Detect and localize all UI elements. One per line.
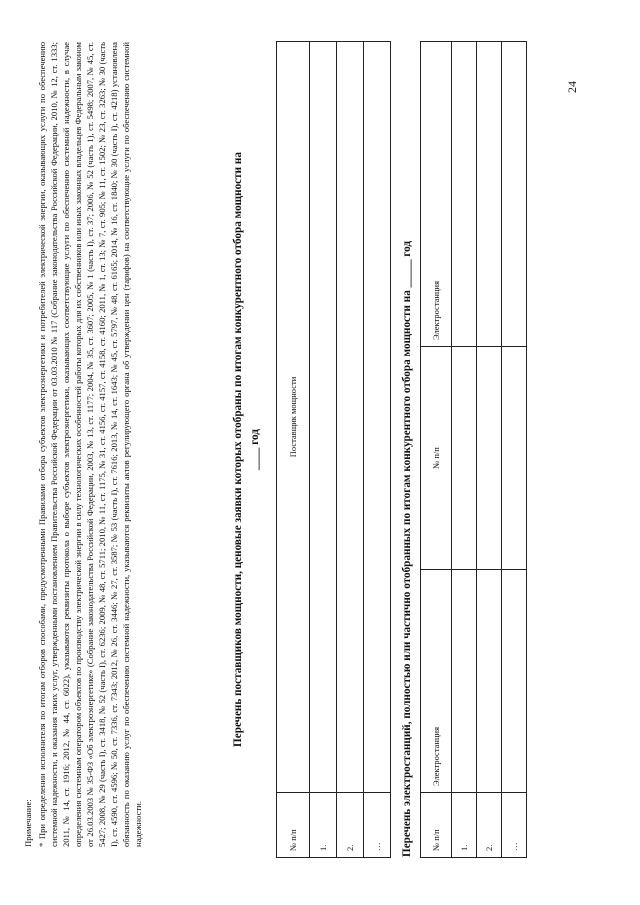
row-number: 2. [337, 793, 364, 858]
section1-title-block [232, 42, 262, 857]
table-row [337, 42, 364, 858]
page-number: 24 [565, 81, 579, 93]
col-number-header: № п/п [421, 793, 452, 858]
table-header-row [277, 42, 310, 858]
row-plant [502, 570, 527, 793]
table-row [452, 42, 477, 858]
row-plant-2 [502, 42, 527, 347]
row-number-2 [452, 347, 477, 570]
note-text: * При определении исполнителя по итогам отборов способами, предусмотренными Правилами отбора субъектов электроэнергетики и потребителей электрической энергии, оказывающих услуги по обеспечению системной надежности, и оказания таких услуг, утвержденными постановлением Правительства Российской Федерации от 03.03.2010 № 117 (Собрание законодательства Российской Федерации, 2010, № 12, ст. 1333; 2011, № 14, ст. 1916; 2012, № 44, ст. 6022), указываются реквизиты протокола о выборе субъектов электроэнергетики, оказывающих соответствующие услуги по обеспечению системной надежности, в случае определения системным оператором объектов по производству электрической энергии в силу технологических особенностей работы которых для их собственников или иных законных владельцев Федеральным законом от 26.03.2003 № 35-ФЗ «Об электроэнергетике» (Собрание законодательства Российской Федерации, 2003, № 13, ст. 1177; 2004, № 35, ст. 3607; 2005, № 1 (часть I), ст. 37; 2006, № 52 (часть 1), ст. 5498; 2007, № 45, ст. 5427; 2008, № 29 (часть I), ст. 3418, № 52 (часть I), ст. 6236; 2009, № 48, ст. 5711; 2010, № 11, ст. 1175, № 31, ст. 4156, ст. 4157, ст. 4158, ст. 4160; 2011, № 1, ст. 13; № 7, ст. 905; № 11, ст. 1502; № 23, ст. 3263; № 30 (часть I), ст. 4590, ст. 4596; № 50, ст. 7336, ст. 7343; 2012, № 26, ст. 3446; № 27, ст. 3587; № 53 (часть I), ст. 7616; 2013, № 14, ст. 1643; № 45, ст. 5797, № 48, ст. 6165; 2014, № 16, ст. 1840; № 30 (часть I), ст. 4218) установлена обязанность по оказанию услуг по обеспечению системной надежности, указываются реквизиты актов регулирующего органа об утверждении цен (тарифов) на соответствующие услуги по обеспечению системной надежности. [37, 42, 143, 847]
col-supplier-header: Поставщик мощности [277, 42, 310, 793]
power-plants-table [420, 41, 527, 858]
row-supplier [364, 42, 391, 793]
table-row [502, 42, 527, 858]
row-plant-2 [452, 42, 477, 347]
col-plant-header-2: Электростанция [421, 42, 452, 347]
footnote-block [22, 42, 144, 847]
section2-title: Перечень электростанций, полностью или частично отобранных по итогам конкурентного отбора мощности на _____ год [401, 240, 413, 857]
row-plant-2 [477, 42, 502, 347]
row-plant [477, 570, 502, 793]
table-row [310, 42, 337, 858]
row-supplier [310, 42, 337, 793]
col-number-header: № п/п [277, 793, 310, 858]
table-header-row [421, 42, 452, 858]
section1-title: Перечень поставщиков мощности, ценовые заявки которых отобраны по итогам конкурентного отбора мощности на [232, 152, 244, 747]
row-number: 2. [477, 793, 502, 858]
table-row [477, 42, 502, 858]
row-supplier [337, 42, 364, 793]
section1-year: ____ год [249, 429, 261, 470]
row-number: … [364, 793, 391, 858]
row-number-2 [477, 347, 502, 570]
note-heading: Примечание: [23, 799, 33, 847]
suppliers-table [276, 41, 391, 858]
col-plant-header: Электростанция [421, 570, 452, 793]
table-row [364, 42, 391, 858]
col-number-header-2: № п/п [421, 347, 452, 570]
row-number-2 [502, 347, 527, 570]
row-number: … [502, 793, 527, 858]
row-number: 1. [310, 793, 337, 858]
row-plant [452, 570, 477, 793]
row-number: 1. [452, 793, 477, 858]
